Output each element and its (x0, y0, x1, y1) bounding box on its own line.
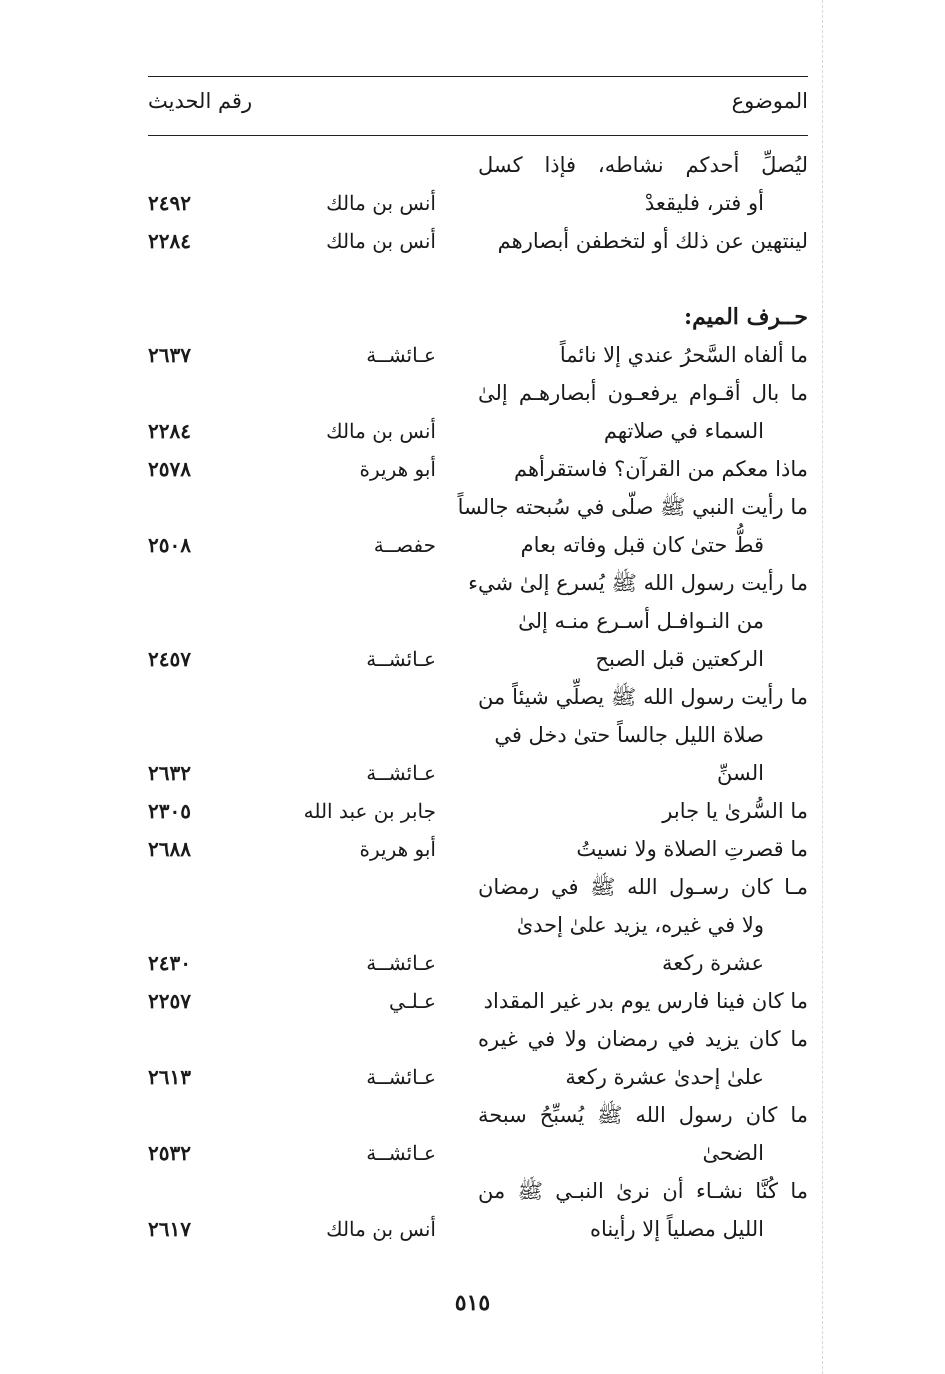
entry-topic (478, 1096, 808, 1172)
index-entry (148, 336, 808, 374)
index-entry (148, 792, 808, 830)
entry-topic-line: الركعتين قبل الصبح (595, 647, 764, 671)
entry-narrator: عـلـي (389, 989, 436, 1013)
entry-topic-line: الليل مصلياً إلا رأيناه (590, 1217, 764, 1241)
entry-hadith-number: ٢٢٨٤ (148, 229, 191, 253)
entry-topic (468, 564, 808, 678)
entry-topic-line: ما كان يزيد في رمضان ولا في غيره (478, 1027, 808, 1051)
entry-topic (478, 868, 808, 982)
entry-topic-line: ما رأيت رسول الله ﷺ يُسرع إلىٰ شيء (468, 571, 808, 595)
index-page (148, 76, 808, 1248)
entry-hadith-number: ٢٤٥٧ (148, 647, 191, 671)
entry-topic-line: علىٰ إحدىٰ عشرة ركعة (565, 1065, 764, 1089)
index-entry (148, 564, 808, 678)
entry-topic-line: صلاة الليل جالساً حتىٰ دخل في (494, 723, 764, 747)
entry-topic (478, 792, 808, 830)
index-entry (148, 146, 808, 222)
index-entry (148, 830, 808, 868)
entry-narrator: عـائشــة (366, 761, 436, 785)
entry-topic-line: ماذا معكم من القرآن؟ فاستقرأهم (513, 457, 808, 481)
entry-narrator: أبو هريرة (359, 837, 436, 861)
entry-topic-line: من النـوافـل أسـرع منـه إلىٰ (518, 609, 764, 633)
entry-hadith-number: ٢٦١٧ (148, 1217, 191, 1241)
entry-topic-line: ما رأيت النبي ﷺ صلّى في سُبحته جالساً (457, 495, 808, 519)
entry-topic-line: السنِّ (717, 761, 764, 785)
entry-topic (478, 450, 808, 488)
index-entry (148, 488, 808, 564)
entry-hadith-number: ٢٥٧٨ (148, 457, 191, 481)
section-heading: حــرف الميم: (683, 304, 808, 330)
entry-group-mim (148, 336, 808, 1248)
entry-topic-line: ما بال أقـوام يرفعـون أبصارهـم إلىٰ (478, 381, 808, 405)
entry-narrator: عـائشــة (366, 1141, 436, 1165)
entry-topic-line: ما السُّرىٰ يا جابر (662, 799, 808, 823)
entry-topic (478, 374, 808, 450)
entry-narrator: أنس بن مالك (326, 229, 436, 253)
entry-topic-line: مـا كان رسـول الله ﷺ في رمضان (478, 875, 808, 899)
index-entry (148, 1020, 808, 1096)
entry-topic (478, 336, 808, 374)
entry-topic-line: لينتهين عن ذلك أو لتخطفن أبصارهم (497, 229, 808, 253)
entry-topic-line: ليُصلِّ أحدكم نشاطه، فإذا كسل (478, 153, 808, 177)
entry-topic-line: ما ألفاه السَّحرُ عندي إلا نائماً (559, 343, 808, 367)
entry-hadith-number: ٢٣٠٥ (148, 799, 191, 823)
header-topic-label: الموضوع (731, 89, 808, 113)
entry-topic (478, 1172, 808, 1248)
entry-hadith-number: ٢٤٩٢ (148, 191, 191, 215)
entry-hadith-number: ٢٥٠٨ (148, 533, 191, 557)
entry-hadith-number: ٢٦٣٢ (148, 761, 191, 785)
entry-topic-line: أو فتر، فليقعدْ (644, 191, 764, 215)
entry-topic-line: ما كان فينا فارس يوم بدر غير المقداد (483, 989, 808, 1013)
entry-narrator: حفصــة (373, 533, 436, 557)
entry-hadith-number: ٢٢٨٤ (148, 419, 191, 443)
entry-topic (457, 488, 808, 564)
index-entry (148, 374, 808, 450)
entry-topic (478, 222, 808, 260)
entry-topic-line: ما رأيت رسول الله ﷺ يصلِّي شيئاً من (478, 685, 808, 709)
entry-topic-line: الضحىٰ (702, 1141, 764, 1165)
entry-topic (478, 1020, 808, 1096)
entry-narrator: عـائشــة (366, 1065, 436, 1089)
index-entry (148, 868, 808, 982)
entry-narrator: عـائشــة (366, 951, 436, 975)
page-number: ٥١٥ (454, 1290, 491, 1316)
entry-topic-line: ما كُنَّا نشـاء أن نرىٰ النبـي ﷺ من (478, 1179, 808, 1203)
entry-hadith-number: ٢٦١٣ (148, 1065, 191, 1089)
entry-narrator: أبو هريرة (359, 457, 436, 481)
entry-hadith-number: ٢٦٨٨ (148, 837, 191, 861)
index-entries (148, 146, 808, 1248)
index-entry (148, 678, 808, 792)
entry-topic-line: ما قصرتِ الصلاة ولا نسيتُ (576, 837, 808, 861)
entry-narrator: أنس بن مالك (326, 191, 436, 215)
entry-hadith-number: ٢٢٥٧ (148, 989, 191, 1013)
entry-topic-line: عشرة ركعة (661, 951, 764, 975)
entry-topic (478, 830, 808, 868)
entry-topic (478, 982, 808, 1020)
entry-topic-line: ولا في غيره، يزيد علىٰ إحدىٰ (516, 913, 764, 937)
entry-hadith-number: ٢٥٣٢ (148, 1141, 191, 1165)
entry-narrator: عـائشــة (366, 647, 436, 671)
entry-hadith-number: ٢٤٣٠ (148, 951, 191, 975)
index-entry (148, 450, 808, 488)
index-entry (148, 222, 808, 260)
page-gutter-line (822, 0, 823, 1374)
header-bottom-rule (148, 135, 808, 136)
entry-group-ta (148, 146, 808, 260)
entry-topic-line: قطُّ حتىٰ كان قبل وفاته بعام (520, 533, 764, 557)
table-header (148, 77, 808, 135)
entry-narrator: أنس بن مالك (326, 419, 436, 443)
entry-topic (478, 678, 808, 792)
entry-topic-line: ما كان رسول الله ﷺ يُسبِّحُ سبحة (478, 1103, 808, 1127)
header-number-label: رقم الحديث (148, 89, 253, 113)
index-entry (148, 982, 808, 1020)
index-entry (148, 1172, 808, 1248)
index-entry (148, 1096, 808, 1172)
entry-narrator: جابر بن عبد الله (303, 799, 436, 823)
entry-narrator: عـائشــة (366, 343, 436, 367)
entry-hadith-number: ٢٦٣٧ (148, 343, 191, 367)
entry-topic-line: السماء في صلاتهم (603, 419, 764, 443)
entry-topic (478, 146, 808, 222)
entry-narrator: أنس بن مالك (326, 1217, 436, 1241)
